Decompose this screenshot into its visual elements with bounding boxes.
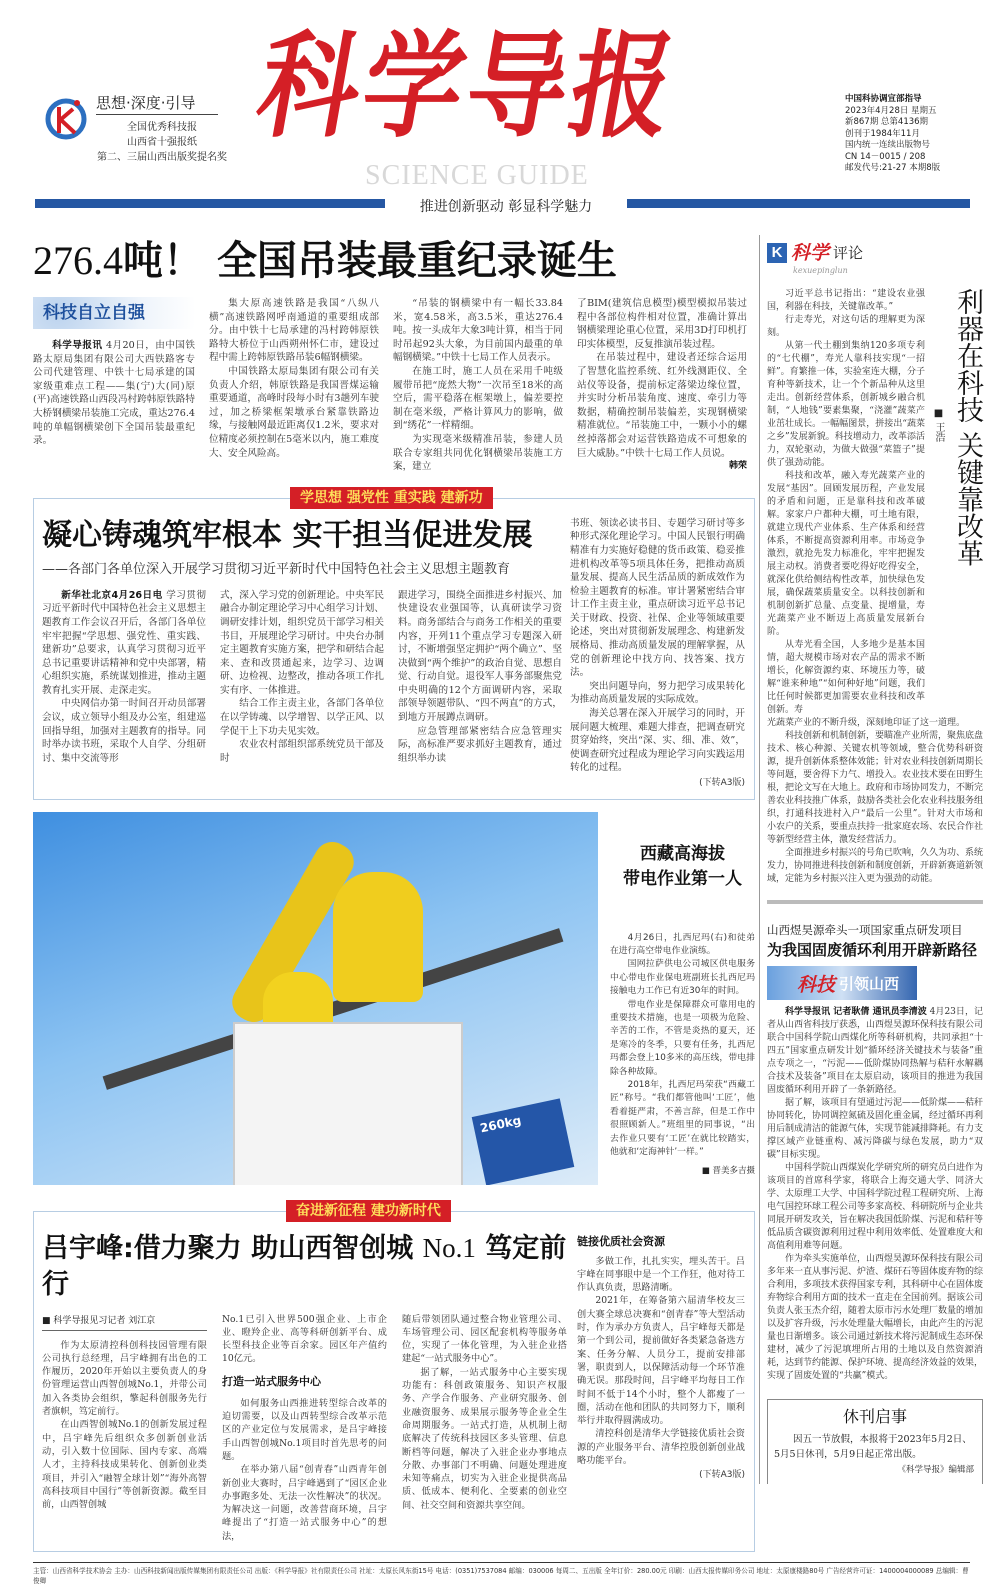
comment-layout: [767, 288, 983, 717]
paragraph: 突出问题导向，努力把学习成果转化为推动高质量发展的实际成效。: [570, 680, 745, 706]
comment-author: ■ 王浩: [933, 408, 944, 443]
headline-part: No.1: [422, 1232, 476, 1263]
photo-credit: ■ 晋美多吉摄: [701, 1165, 755, 1176]
feature-byline: ■ 科学导报见习记者 刘江京: [42, 1313, 207, 1331]
paragraph: “吊装的钢横梁中有一幅长33.84米，宽4.58米，高3.5米，重达276.4吨。按一头成年大象3吨计算，相当于同时吊起92头大象，为目前国内最重的单幅钢横梁。”中铁十七局工作人员表示。: [393, 298, 563, 364]
author: 韩荣: [728, 461, 747, 472]
feature-col-1: [42, 1339, 207, 1512]
blue-bar-left: [35, 199, 385, 208]
feature-headline: [42, 1230, 567, 1303]
paragraph: 随后带领团队通过整合物业管理公司、车场管理公司、园区配套机构等服务单位，实现了一体化管理，为入驻企业搭建起“一站式服务中心”。: [402, 1313, 567, 1365]
comment-headline: [949, 288, 983, 567]
notice-sign: 《科学导报》编辑部: [897, 1465, 974, 1475]
paragraph: 国网拉萨供电公司城区供电服务中心带电作业保电班副班长扎西尼玛接触电力工作已有近30年的时间。: [610, 959, 755, 997]
feature-col-4: [577, 1230, 745, 1483]
badge-white: 引领山西: [839, 974, 900, 993]
feature-box: [33, 1202, 755, 1552]
paragraph: 在施工时，施工人员在采用千吨级履带吊把“庞然大物”一次吊至18米的高空后，需平稳落在框架墩上，偏差要控制在毫米级，严格计算风力的影响，做到“绣花”一样精细。: [393, 365, 563, 432]
byline: 科学导报讯 记者耿倩 通讯员李清波: [785, 1007, 927, 1017]
jump-note: (下转A3版): [699, 1470, 745, 1481]
paragraph: 多做工作，扎扎实实，埋头苦干。吕宇峰在同事眼中是一个工作狂，他对待工作认真负责，思路清晰。: [577, 1255, 745, 1294]
honor: 全国优秀科技报: [127, 122, 197, 133]
paragraph: 为实现毫米级精准吊装，参建人员联合专家组共同优化钢横梁吊装施工方案，建立: [393, 433, 563, 473]
paragraph: 在山西智创城No.1的创新发展过程中，吕宇峰先后组织众多创新创业活动，引入数十位国际、国内专家、高端人才，主持科技成果转化、创新创业类项目，并引入“融智全球计划”“海外高智高科技项目中国行”等创新资源。截至目前，山西智创城: [42, 1419, 207, 1511]
lead-col-3: [393, 297, 563, 474]
issue-date: 2023年4月28日 星期五: [845, 105, 937, 116]
paragraph: 结合工作主责主业，各部门各单位在以学铸魂、以学增智、以学正风、以学促干上下功夫见实效。: [220, 698, 384, 737]
paragraph: 海关总署在深入开展学习的同时，开展问题大梳理、难题大排查，把调查研究贯穿始终，突出“深、实、细、准、效”，使调查研究过程成为理论学习向实践运用转化的过程。: [570, 708, 745, 774]
comment-header: [767, 241, 983, 265]
slogan: 推进创新驱动 彰显科学魅力: [419, 199, 593, 215]
info-line: 中国科协调宣部指导: [845, 94, 922, 104]
paragraph: 4月20日，由中国铁路太原局集团有限公司大西铁路客专公司代建管理、中铁十七局承建的国家级重难点工程——集(宁)大(同)原(平)高速铁路山西段冯村跨韩原铁路特大桥钢横梁吊装施工完成，重达276.4吨的单幅钢横梁创下全国吊装最重纪录。: [33, 340, 196, 447]
right-column: [759, 235, 983, 1484]
photo-power-line-work: [33, 812, 598, 1185]
theme-headline: 凝心铸魂筑牢根本 实干担当促进发展: [42, 517, 533, 553]
paragraph: [767, 1006, 983, 1097]
paragraph: No.1已引入世界500强企业、上市企业、瞪羚企业、高等科研创新平台、成长型科技企业等百余家。园区年产值约10亿元。: [222, 1313, 387, 1365]
theme-col-1: [42, 589, 206, 766]
theme-col-4: [570, 517, 745, 791]
headline-number: 276.4: [33, 238, 123, 283]
paragraph: 了BIM(建筑信息模型)模型模拟吊装过程中各部位构件相对位置，准确计算出钢横梁理论重心位置，采用3D打印机打印实体模型，反复推演吊装过程。: [577, 298, 747, 350]
paragraph: 中国科学院山西煤炭化学研究所的研究员白进作为该项目的首席科学家，将联合上海交通大学、同济大学、太原理工大学、中国科学院过程工程研究所、上海电气国控环球工程公司等多家高校、科研院所与企业共同展开研发攻关，旨在解决我国低阶煤、污泥和秸秆等低品质含碳资源利用过程中利用效率低、处置难度大和高值利用难等问题。: [767, 1163, 984, 1251]
page-body: [0, 235, 1000, 1552]
honors: [92, 120, 232, 165]
truck-label: 260kg: [472, 1098, 575, 1185]
paragraph: 作为太原清控科创科技园管理有限公司执行总经理，吕宇峰拥有出色的工作履历，2020年开始以主要负责人的身份管理运营山西智创城No.1，并带公司加入各类协会组织，擎起科创服务先行者旗帜，笃定前行。: [42, 1339, 207, 1418]
shanxi-kicker: 山西煜昊源牵头一项国家重点研发项目: [767, 923, 963, 937]
masthead: [0, 0, 1000, 215]
paragraph: 作为牵头实施单位，山西煜昊源环保科技有限公司多年来一直从事污泥、炉渣、煤矸石等固体废弃物的综合利用，多项技术获得国家专利，其科研中心在固体废弃物综合利用方面的技术一直走在全国前列。据该公司负责人张玉杰介绍，随着太原市污水处理厂数量的增加以及扩容升级，污水处理量大幅增长，由此产生的污泥量也日渐增多。该公司通过新技术将污泥制成生态环保建材，减少了污泥填埋所占用的土地以及自然资源消耗，达到节约能源、保护环境、提高经济效益的效果，实现了固废处置的“共赢”模式。: [767, 1254, 984, 1381]
column-badge: 科技自立自强: [33, 297, 195, 329]
shanxi-headline: 为我国固废循环利用开辟新路径: [767, 941, 978, 959]
paragraph: 农业农村部组织部系统党员干部及时: [220, 739, 384, 764]
info-line: 创刊于1984年11月: [845, 128, 920, 139]
comment-logo-icon: K: [767, 243, 787, 263]
title-english: SCIENCE GUIDE: [365, 160, 589, 191]
paragraph: 集大原高速铁路是我国“八纵八横”高速铁路网呼南通道的重要组成部分。由中铁十七局承建的冯村跨韩原铁路特大桥位于山西朔州怀仁市，建设过程中需上跨韩原铁路吊装6幅钢横梁。: [209, 298, 379, 364]
author: 王浩: [933, 422, 944, 443]
theme-col-2: [220, 589, 384, 766]
subheading: 链接优质社会资源: [577, 1234, 665, 1248]
feature-columns: [42, 1313, 567, 1543]
paragraph: 如何服务山西推进转型综合改革的迫切需要，以及山西转型综合改革示范区的产业定位与发展需求，是吕宇峰接手山西智创城No.1项目时首先思考的问题。: [222, 1397, 387, 1462]
paragraph: 2018年，扎西尼玛荣获“西藏工匠”称号。“我们都管他叫‘工匠’，他看着挺严肃，不善言辞，但是工作中很照顾新人。”班组里的同事说，“出去作业只要有‘工匠’在就比较踏实，他就和‘定海神针’一样。”: [610, 1080, 755, 1158]
byline: 科学导报见习记者 刘江京: [53, 1315, 156, 1326]
motto: 思想·深度·引导: [96, 94, 196, 112]
paragraph: 式，深入学习党的创新理论。中央军民融合办制定理论学习中心组学习计划、调研安排计划，组织党员干部学习相关书目，开展理论学习研讨。中央台办制定主题教育实施方案，把学和研结合起来、查和改贯通起来，边学习、边调研、边检视、边整改，推动各项工作扎实有序、一体推进。: [220, 589, 384, 696]
divider: [767, 900, 983, 904]
headline-unit: 吨！: [123, 238, 203, 284]
lead-col-4: [577, 297, 747, 474]
paragraph: 4月23日，记者从山西省科技厅获悉，山西煜昊源环保科技有限公司联合中国科学院山西煤化所等科研机构，共同承担“十四五”国家重点研发计划“循环经济关键技术与装备”重点专项之一，“污泥——低阶煤协同热解与秸秆水解耦合技术及装备”项目在太原启动，该项目的推进为我国固废循环利用开辟了一条新路径。: [767, 1007, 984, 1095]
blue-bar-right: [627, 199, 970, 208]
paragraph: 习近平总书记指出：“建设农业强国，利器在科技，关键靠改革。”: [767, 289, 925, 312]
divider: [96, 114, 218, 115]
subheading: 打造一站式服务中心: [222, 1374, 321, 1388]
theme-col-4-body: [570, 517, 745, 775]
paragraph: 学习贯彻习近平新时代中国特色社会主义思想主题教育工作会议召开后，各部门各单位牢牢把握“学思想、强党性、重实践、建新功”总要求，认真学习贯彻习近平总书记重要讲话精神和党中央部署，精心组织实施，系统谋划推进，推动主题教育扎实开展、走深走实。: [42, 589, 207, 696]
paragraph: 全面推进乡村振兴的号角已吹响，久久为功、系统发力，协同推进科技创新和制度创新，开辟新赛道新领域，定能为乡村振兴注入更为强劲的动能。: [767, 848, 984, 884]
footer: 主管：山西省科学技术协会 主办：山西科技新闻出版传媒集团有限责任公司 出版：《科学导报》社有限责任公司 社址：太原长风东街15号 电话：(0351)7537084 邮编：030006 每周二、五出版 全年订价：280.00元 印刷：山西太报传媒印务公司 地址：太原康楼路80号 广告经营许可证：1400004000089 总编辑：曹俊卿: [33, 1562, 970, 1586]
paragraph: 带电作业是保障群众可靠用电的重要技术措施，也是一项极为危险、辛苦的工作，不管是炎热的夏天，还是寒冷的冬季，只要有任务，扎西尼玛都会登上10多米的高压线，带电排除各种故障。: [610, 999, 755, 1077]
paragraph: 在举办第八届“创青春”山西青年创新创业大赛时，吕宇峰遇到了“园区企业办事跑多处、无法一次性解决”的状况。为解决这一问题，改善营商环境，吕宇峰提出了“打造一站式服务中心”的想法，: [222, 1464, 387, 1542]
photo-row: [33, 812, 755, 1185]
theme-box: [33, 489, 755, 800]
jump-note: (下转A3版): [699, 778, 745, 788]
honor: 第二、三届山西出版奖提名奖: [97, 152, 227, 163]
headline-text: 全国吊装最重纪录诞生: [216, 238, 617, 284]
shanxi-body: [767, 1006, 983, 1383]
photo-caption: [610, 932, 755, 1160]
photo-headline: [610, 842, 755, 892]
headline-part: 利器在科技: [952, 288, 983, 423]
paragraph: 据了解，一站式服务中心主要实现功能有：科创政策服务、知识产权服务、产学合作服务、产业研究服务、创业融资服务、成果展示服务等企业全生命周期服务。一站式打造，从机制上彻底解决了传统科技园区多头管理、信息断档等问题，解决了入驻企业办事地点分散、办事部门不明确、问题处理进度未知等痛点，切实为入驻企业提供高品质、低成本、便利化、全要素的创业空间、社交空间和资源共享空间。: [402, 1366, 567, 1511]
newspaper-logo-icon: [45, 95, 87, 141]
byline: 新华社北京4月26日电: [61, 589, 163, 601]
feature-col-2: [222, 1313, 387, 1543]
comment-brand: 科学: [791, 242, 830, 264]
paragraph: 科技创新和机制创新，要瞄准产业所需，聚焦底盘技术、核心种源、关键农机等领域，整合优势科研资源，提升创新体系整体效能；针对农业科技创新周期长等问题，要舍得下力气、增投入。农业技术要在田野生根，把论文写在大地上。政府和市场协同发力，不断完善农业科技推广体系，鼓励各类社会化农业科技服务组织，打通科技进村入户“最后一公里”。针对大市场和小农户的关系，要重点扶持一批家庭农场、农民合作社等新型经营主体，激发经营活力。: [767, 731, 984, 845]
paragraph: 行走寿光，对这句话的理解更为深刻。: [767, 315, 925, 338]
photo-text: [610, 812, 755, 1176]
paragraph: 中国铁路太原局集团有限公司有关负责人介绍，韩原铁路是我国晋煤运输重要通道，高峰时段每小时有3趟列车驶过，加之桥梁框架墩承台紧靠铁路边缘，与接触网最近距离仅1.2米，要求对位精度必须控制在5毫米以内，施工难度大、安全风险高。: [209, 365, 379, 459]
paragraph: 光蔬菜产业的不断升级，深刻地印证了这一道理。: [767, 718, 966, 728]
theme-subtitle: ——各部门各单位深入开展学习贯彻习近平新时代中国特色社会主义思想主题教育: [42, 561, 511, 577]
newspaper-title: 科学导报: [248, 18, 688, 154]
feature-col-3: [402, 1313, 567, 1512]
paragraph: 清控科创是清华大学链接优质社会资源的产业服务平台、清华控股创新创业战略功能平台。: [577, 1428, 745, 1467]
lead-columns: [33, 297, 755, 474]
comment-pinyin: kexuepinglun: [793, 266, 848, 275]
feature-col-4-body: [577, 1234, 745, 1468]
headline-line: 西藏高海拔: [640, 843, 725, 864]
paragraph: 跟进学习，围绕全面推进乡村振兴、加快建设农业强国等，认真研读学习资料。商务部结合与商务工作相关的重要内容，开列11个重点学习专题深入研讨，不断增强坚定拥护“两个确立”、坚决做到“两个维护”的政治自觉、思想自觉、行动自觉。退役军人事务部聚焦党中央明确的12个方面调研内容，采取部领导领题带队、“四不两直”的方式，到地方开展蹲点调研。: [398, 589, 562, 724]
comment-body: [767, 288, 925, 717]
paragraph: 在吊装过程中，建设者还综合运用了智慧化监控系统、红外线测距仪、全站仪等设备，提前标定落梁边缘位置，并实时分析吊装角度、速度、牵引力等数据，精确控制吊装偏差，实现钢横梁精准就位。“吊装施工中，一颗小小的螺丝掉落都会对运营铁路造成不可想象的巨大威胁。”中铁十七局工作人员说。: [577, 352, 747, 459]
info-line: 国内统一连续出版物号: [845, 140, 931, 150]
theme-layout: [42, 517, 746, 791]
worker: [333, 872, 423, 1002]
notice-box: [767, 1399, 983, 1484]
info-line: CN 14－0015 / 208: [845, 151, 926, 162]
credit: 晋美多吉摄: [712, 1165, 755, 1176]
paragraph: 应急管理部紧密结合应急管理实际，高标准严要求抓好主题教育，通过组织举办读: [398, 725, 562, 764]
lead-headline: [33, 235, 755, 287]
feature-banner: 奋进新征程 建功新时代: [286, 1200, 451, 1222]
theme-banner: 学思想 强党性 重实践 建新功: [290, 487, 493, 509]
lead-col-4-body: [577, 297, 747, 460]
info-line: 邮发代号:21-27 本期8版: [845, 163, 941, 173]
paragraph: 从寿光看全国，人多地少是基本国情，超大规模市场对农产品的需求不断增长，化解资源约束、环境压力等，破解“谁来种地”“如何种好地”问题，我们比任何时候都更加需要农业科技和改革创新。寿: [767, 640, 925, 715]
byline: 科学导报讯: [52, 340, 103, 351]
notice-body: 因五一节放假，本报将于2023年5月2日、5月5日休刊，5月9日起正常出版。: [774, 1434, 972, 1460]
lead-col-2: [209, 297, 379, 460]
theme-main: [42, 517, 562, 766]
theme-columns: [42, 589, 562, 766]
paragraph: 中央网信办第一时间召开动员部署会议，成立领导小组及办公室，组建巡回指导组，加强对主题教育的指导。同时举办读书班，采取个人自学、分组研讨、集中交流等形: [42, 698, 206, 764]
issue-info: [845, 94, 980, 175]
notice-title: 休刊启事: [842, 1407, 907, 1426]
paragraph: 2021年，在筹备第六届清华校友三创大赛全球总决赛和“创青春”等大型活动时，作为承办方负责人，吕宇峰每天都是第一个到公司，提前做好各类紧急备选方案、任务分解、人员分工，提前安排部署，职责到人，以保障活动每一个环节准确无误。那段时间，吕宇峰平均每日工作时间不低于14个小时，整个人都瘦了一圈，活动在他和团队的共同努力下，顺利举行并取得圆满成功。: [577, 1295, 745, 1427]
badge-red: 科技: [797, 973, 836, 996]
headline-part: 关键靠改革: [952, 431, 983, 567]
main-column: [33, 235, 755, 1552]
feature-main: [42, 1230, 567, 1543]
headline-part: 吕宇峰:借力聚力 助山西智创城: [42, 1232, 414, 1264]
feature-layout: [42, 1230, 746, 1543]
comment-label: 评论: [833, 244, 864, 262]
paragraph: 科技和改革，融入寿光蔬菜产业的发展“基因”。回顾发展历程，产业发展的矛盾和问题，正是靠科技和改革破解。家家户户都种大棚，可土地有限，就建立现代产业体系、生产体系和经营体系，不断提高资源利用率。市场竞争激烈，就抢先发力标准化，牢牢把握发展主动权。消费者要吃得好吃得安全，就深化供给侧结构性改革，加快绿色发展，确保蔬菜质量安全。以科技创新和机制创新扩总量、点变量、提增量，寿光蔬菜产业不断迈上高质量发展新台阶。: [767, 471, 925, 637]
theme-col-3: [398, 589, 562, 766]
headline-part: 笃定前行: [42, 1232, 567, 1300]
honor: 山西省十强报纸: [127, 137, 197, 148]
bucket: [233, 1022, 463, 1185]
paragraph: 从第一代土棚到集纳120多项专利的“七代棚”，寿光人靠科技实现“一招鲜”。育繁推一体，实验室连大棚，分子育种等新技术，让一个个新品种从这里走出。创新经营体系，创新城乡融合机制，“人地钱”要素集聚，“浇灌”蔬菜产业茁壮成长。一幅幅图景，拼接出“蔬菜之乡”发展新貌。科技增动力，改革添活力，双轮驱动，为做大做强“菜篮子”提供了强劲动能。: [767, 341, 925, 468]
paragraph: 书班、领读必读书目、专题学习研讨等多种形式深化理论学习。中国人民银行明确精准有力实施好稳健的货币政策、稳妥推进机构改革等5项具体任务，把推动高质量发展、提高人民生活品质的新成效作为检验主题教育的标准。审计署紧密结合审计工作主责主业，重点研读习近平总书记关于财政、投资、社保、企业等领域重要论述，突出对贯彻新发展理念、构建新发展格局、推动高质量发展的理解掌握，从党的创新理论中找方向、找答案、找方法。: [570, 517, 745, 679]
comment-body-wide: [767, 717, 983, 886]
headline-line: 带电作业第一人: [623, 868, 742, 889]
shanxi-badge: [767, 966, 917, 1000]
paragraph: 4月26日，扎西尼玛(右)和徒弟在进行高空带电作业演练。: [610, 932, 755, 956]
paragraph: 据了解，该项目有望通过污泥——低阶煤——秸秆协同转化，协同调控氮硫及固化重金属，经过循环再利用后制成清洁的能源气体，实现节能减排降耗。有力支撑区域产业链重构、减污降碳与绿色发展，助力“双碳”目标实现。: [767, 1098, 984, 1160]
issue-number: 新867期 总第4136期: [845, 117, 929, 127]
lead-col-1: [33, 297, 195, 448]
feature-col-1-wrap: [42, 1313, 207, 1512]
